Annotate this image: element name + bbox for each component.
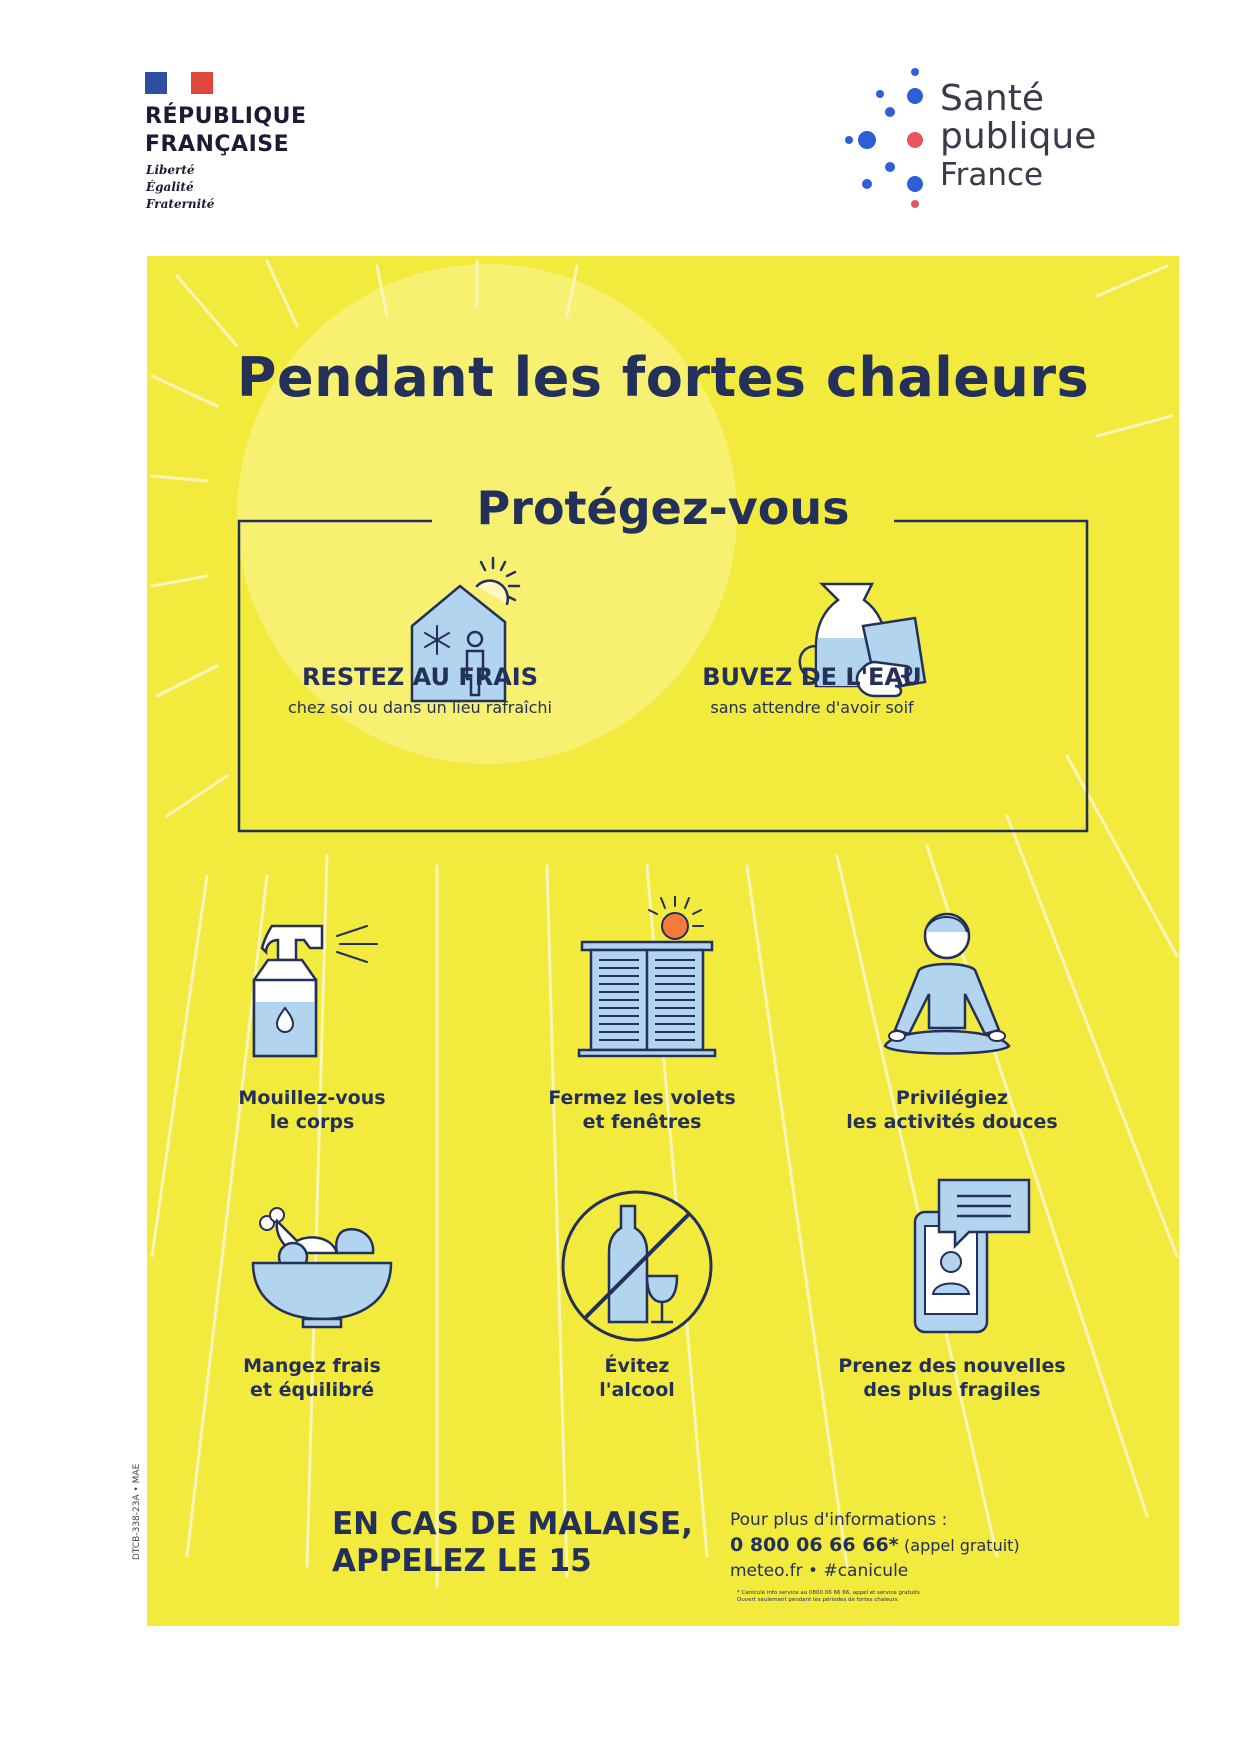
advice-water-detail: sans attendre d'avoir soif (710, 698, 914, 717)
info-block (730, 1508, 1020, 1584)
republique-francaise-title: RÉPUBLIQUE FRANÇAISE (145, 104, 307, 157)
emergency-notice: EN CAS DE MALAISE, APPELEZ LE 15 (332, 1506, 693, 1579)
spray-bottle-icon (242, 916, 392, 1066)
meditation-icon (867, 906, 1027, 1066)
heatwave-poster (147, 256, 1179, 1626)
republique-flag-logo (145, 72, 213, 94)
sante-publique-dots-logo (835, 62, 945, 212)
info-phone[interactable]: 0 800 06 66 66* (730, 1534, 899, 1556)
salad-bowl-icon (247, 1201, 397, 1331)
advice-eat-fresh: Mangez frais et équilibré (243, 1355, 381, 1401)
info-intro: Pour plus d'informations : (730, 1510, 948, 1530)
no-alcohol-icon (557, 1186, 717, 1346)
advice-cool-detail: chez soi ou dans un lieu rafraîchi (287, 698, 552, 717)
poster-title: Pendant les fortes chaleurs (236, 346, 1090, 409)
republique-motto: Liberté Égalité Fraternité (146, 163, 215, 211)
advice-avoid-alcohol: Évitez l'alcool (599, 1355, 675, 1401)
info-web[interactable]: meteo.fr • #canicule (730, 1561, 909, 1581)
advice-close-shutters: Fermez les volets et fenêtres (548, 1087, 736, 1133)
advice-wet-body: Mouillez-vous le corps (238, 1087, 386, 1133)
margin-reference-code: DTCB-338-23A • MAE (132, 1463, 142, 1560)
phone-message-icon (907, 1176, 1037, 1336)
advice-check-fragile: Prenez des nouvelles des plus fragiles (838, 1355, 1066, 1401)
advice-gentle-activities: Privilégiez les activités douces (846, 1087, 1058, 1133)
water-pitcher-icon (787, 576, 947, 716)
info-phone-note: (appel gratuit) (904, 1536, 1020, 1555)
advice-cool-title: RESTEZ AU FRAIS (301, 663, 539, 691)
closed-shutters-icon (577, 896, 727, 1066)
advice-water-title: BUVEZ DE L'EAU (702, 663, 922, 691)
fine-print: * Canicule info service au 0800 06 66 66, appel et service gratuits Ouvert seulement pendant les périodes de fortes chaleurs (737, 1590, 920, 1603)
sante-publique-france-name: Santé publique France (940, 78, 1097, 193)
poster-subtitle: Protégez-vous (476, 481, 850, 535)
